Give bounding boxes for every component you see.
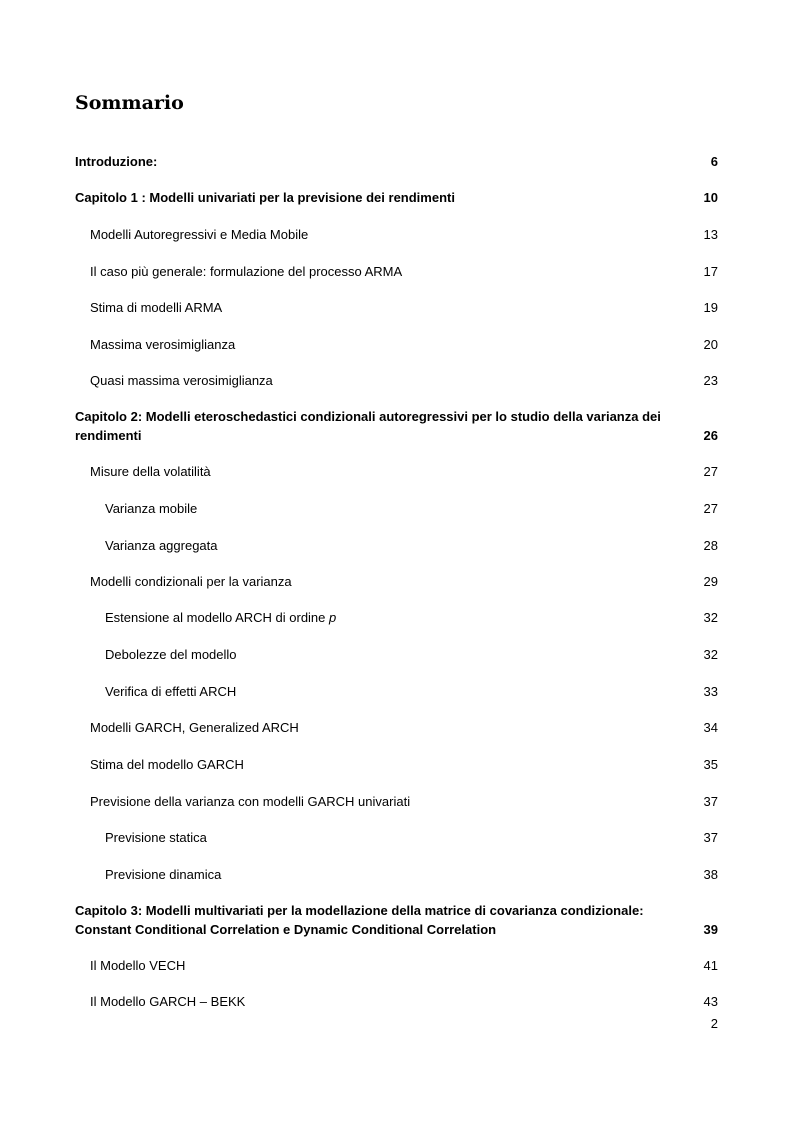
toc-entry-page: 32 [703, 647, 718, 662]
toc-entry[interactable] [75, 572, 718, 591]
toc-entry[interactable] [75, 792, 718, 811]
toc-entry-page: 32 [703, 610, 718, 625]
toc-entry-label: Quasi massima verosimiglianza [90, 373, 273, 388]
toc-entry-label: Previsione statica [105, 830, 207, 845]
toc-entry-page: 41 [703, 958, 718, 973]
toc-entry-page: 35 [703, 757, 718, 772]
toc-entry[interactable] [75, 462, 718, 481]
toc-entry-label: Previsione della varianza con modelli GARCH univariati [90, 794, 411, 809]
table-of-contents [75, 152, 718, 1011]
toc-entry-page: 28 [703, 538, 718, 553]
toc-entry-page: 37 [703, 794, 718, 809]
toc-entry-label: Il Modello VECH [90, 958, 186, 973]
toc-entry[interactable] [75, 188, 718, 207]
toc-entry[interactable] [75, 755, 718, 774]
page-number: 2 [710, 1016, 718, 1031]
toc-entry-page: 23 [703, 373, 718, 388]
toc-entry-page: 38 [703, 867, 718, 882]
toc-entry-page: 27 [703, 501, 718, 516]
toc-entry[interactable] [75, 956, 718, 975]
toc-entry-page: 6 [710, 154, 718, 169]
toc-entry-label: Il caso più generale: formulazione del processo ARMA [90, 264, 403, 279]
toc-entry[interactable] [75, 225, 718, 244]
toc-entry[interactable] [75, 335, 718, 354]
toc-entry-label: Debolezze del modello [105, 647, 237, 662]
toc-entry[interactable] [75, 718, 718, 737]
toc-entry-page: 39 [703, 922, 718, 937]
toc-entry-page: 26 [703, 428, 718, 443]
toc-entry-label: Capitolo 2: Modelli eteroschedastici condizionali autoregressivi per lo studio della varianza dei rendimenti [75, 409, 661, 443]
toc-entry-page: 27 [703, 464, 718, 479]
toc-entry[interactable] [75, 608, 718, 627]
toc-entry-page: 43 [703, 994, 718, 1009]
toc-entry[interactable] [75, 536, 718, 555]
toc-entry[interactable] [75, 992, 718, 1011]
toc-entry-label: Capitolo 3: Modelli multivariati per la modellazione della matrice di covarianza condizionale: Constant Conditional Correlation e Dynamic Conditional Correlation [75, 903, 644, 937]
toc-entry-label: Estensione al modello ARCH di ordine p [105, 610, 337, 625]
toc-entry[interactable] [75, 682, 718, 701]
toc-entry-label: Misure della volatilità [90, 464, 211, 479]
toc-entry-page: 33 [703, 684, 718, 699]
toc-entry-label: Massima verosimiglianza [90, 337, 236, 352]
page-title: Sommario [75, 92, 184, 114]
toc-entry[interactable] [75, 407, 718, 445]
toc-entry-label: Verifica di effetti ARCH [105, 684, 237, 699]
toc-entry-page: 37 [703, 830, 718, 845]
toc-entry[interactable] [75, 298, 718, 317]
toc-entry-page: 13 [703, 227, 718, 242]
toc-entry-label: Introduzione: [75, 154, 158, 169]
toc-entry-label: Varianza mobile [105, 501, 198, 516]
toc-entry[interactable] [75, 152, 718, 171]
toc-entry-label: Il Modello GARCH – BEKK [90, 994, 246, 1009]
toc-entry-page: 19 [703, 300, 718, 315]
toc-entry-label: Capitolo 1 : Modelli univariati per la previsione dei rendimenti [75, 190, 455, 205]
toc-entry[interactable] [75, 262, 718, 281]
toc-entry[interactable] [75, 828, 718, 847]
toc-entry-label: Previsione dinamica [105, 867, 222, 882]
toc-entry-label: Stima di modelli ARMA [90, 300, 223, 315]
toc-entry[interactable] [75, 371, 718, 390]
toc-entry-label: Stima del modello GARCH [90, 757, 244, 772]
toc-entry-label: Modelli condizionali per la varianza [90, 574, 292, 589]
toc-entry-page: 34 [703, 720, 718, 735]
toc-entry[interactable] [75, 499, 718, 518]
toc-entry-label: Modelli GARCH, Generalized ARCH [90, 720, 299, 735]
toc-entry-page: 20 [703, 337, 718, 352]
toc-entry-page: 29 [703, 574, 718, 589]
toc-entry-page: 10 [703, 190, 718, 205]
toc-entry-label: Varianza aggregata [105, 538, 218, 553]
toc-entry-page: 17 [703, 264, 718, 279]
toc-entry[interactable] [75, 901, 718, 939]
toc-entry[interactable] [75, 645, 718, 664]
toc-entry-label: Modelli Autoregressivi e Media Mobile [90, 227, 309, 242]
toc-entry[interactable] [75, 865, 718, 884]
